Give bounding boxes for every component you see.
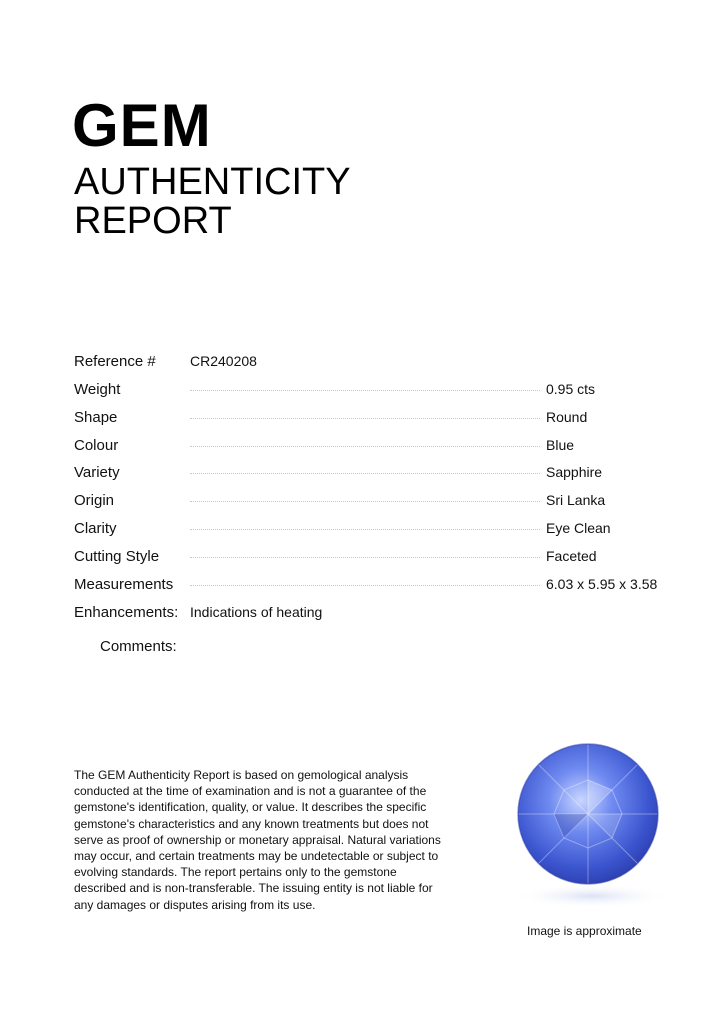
detail-label: Origin (74, 492, 115, 510)
detail-value: 6.03 x 5.95 x 3.58 (546, 575, 658, 592)
detail-value: Sapphire (546, 464, 603, 481)
detail-value: 0.95 cts (546, 381, 596, 397)
reference-value: CR240208 (190, 353, 257, 369)
leader-dots (190, 501, 540, 502)
detail-row-weight (74, 380, 674, 408)
detail-row-shape (74, 408, 674, 436)
image-caption: Image is approximate (527, 924, 642, 938)
leader-dots (190, 529, 540, 530)
report-title-line1: AUTHENTICITY (74, 161, 351, 203)
detail-label: Variety (74, 464, 120, 482)
details-list (74, 380, 674, 602)
detail-label: Weight (74, 381, 121, 398)
leader-dots (190, 390, 540, 391)
detail-row-origin (74, 491, 674, 519)
leader-dots (190, 418, 540, 419)
detail-row-measurements (74, 575, 674, 603)
report-title-line2: REPORT (74, 200, 232, 242)
comments-label: Comments: (100, 638, 177, 655)
leader-dots (190, 585, 540, 586)
sapphire-gem-icon (506, 728, 674, 908)
enhancements-value: Indications of heating (190, 604, 323, 620)
detail-label: Clarity (74, 519, 117, 537)
detail-value: Eye Clean (546, 519, 611, 536)
report-title-gem: GEM (72, 92, 212, 159)
detail-label: Shape (74, 408, 118, 426)
detail-value: Blue (546, 436, 575, 453)
reference-label: Reference # (74, 353, 156, 370)
detail-row-clarity (74, 519, 674, 547)
detail-label: Colour (74, 436, 119, 454)
detail-row-cutting-style (74, 547, 674, 575)
detail-value: Faceted (546, 547, 597, 564)
leader-dots (190, 473, 540, 474)
detail-value: Sri Lanka (546, 492, 606, 509)
disclaimer-text: The GEM Authenticity Report is based on gemological analysis conducted at the time of examination and is not a guarantee of the gemstone's identification, quality, or value. It describes the specific gemstone's characteristics and any known treatments but does not serve as proof of ownership or monetary appraisal. Natural variations may occur, and certain treatments may be undetectable or subject to evolving standards. The report pertains only to the gemstone described and is non-transferable. The issuing entity is not liable for any damages or disputes arising from its use. (74, 768, 441, 912)
leader-dots (190, 557, 540, 558)
detail-row-variety (74, 463, 674, 491)
enhancements-label: Enhancements: (74, 604, 179, 621)
detail-label: Measurements (74, 575, 174, 593)
leader-dots (190, 446, 540, 447)
detail-label: Cutting Style (74, 547, 160, 565)
detail-row-colour (74, 436, 674, 464)
detail-value: Round (546, 408, 588, 425)
